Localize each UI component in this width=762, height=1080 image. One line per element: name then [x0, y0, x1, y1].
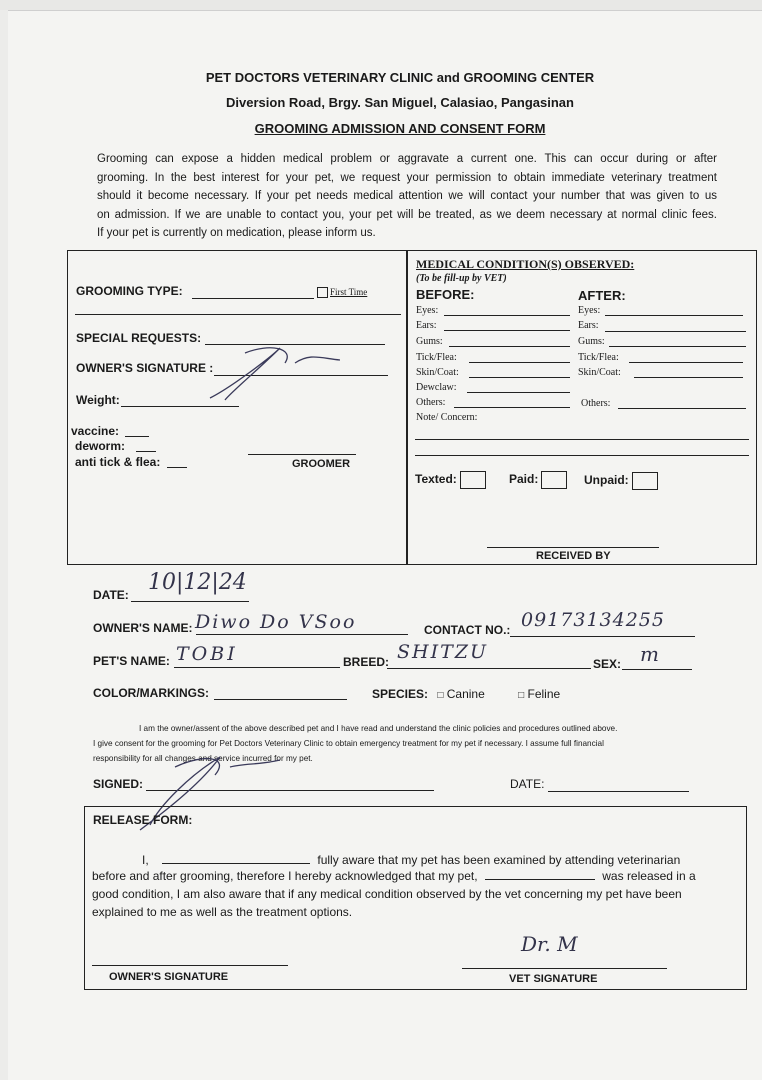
owner-name-field[interactable] — [196, 634, 408, 635]
first-time-option[interactable] — [317, 287, 367, 298]
paid-label: Paid: — [509, 472, 539, 487]
anti-tick-field[interactable] — [167, 467, 187, 468]
pet-name-label: PET'S NAME: — [93, 654, 170, 668]
note-line-1[interactable] — [415, 439, 749, 440]
grooming-type-extra-line[interactable] — [75, 314, 401, 315]
sex-field[interactable] — [622, 669, 692, 670]
before-skincoat-field[interactable] — [469, 377, 570, 378]
vet-signature-label: VET SIGNATURE — [509, 973, 598, 985]
form-title: GROOMING ADMISSION AND CONSENT FORM — [254, 121, 546, 136]
breed-label: BREED: — [343, 655, 390, 669]
page-left-edge — [0, 10, 8, 1080]
owner-name-handwritten: Diwo Do VSoo — [195, 611, 357, 633]
groomer-label: GROOMER — [292, 458, 351, 470]
owner-signature-scribble — [200, 338, 340, 408]
medical-subtitle: (To be fill-up by VET) — [416, 273, 507, 284]
intro-line: If your pet is currently on medication, please inform us. — [97, 227, 376, 239]
groomer-signature-line[interactable] — [248, 454, 356, 455]
page-top-edge — [0, 0, 762, 11]
color-markings-field[interactable] — [214, 699, 347, 700]
grooming-type-label: GROOMING TYPE: — [76, 284, 183, 298]
after-others-label: Others: — [581, 398, 611, 409]
received-by-label: RECEIVED BY — [536, 550, 611, 562]
before-ears-field[interactable] — [444, 330, 570, 331]
before-others-label: Others: — [416, 397, 446, 408]
pet-name-handwritten: TOBI — [176, 643, 238, 665]
date-label: DATE: — [93, 588, 129, 602]
intro-line: should it become necessary. If your pet needs medical attention we will contact your number that was given to us — [97, 190, 717, 202]
before-eyes-field[interactable] — [444, 315, 570, 316]
after-gums-field[interactable] — [609, 346, 746, 347]
paid-option[interactable] — [509, 471, 567, 489]
after-tickflea-field[interactable] — [629, 362, 743, 363]
paid-checkbox[interactable] — [541, 471, 567, 489]
texted-label: Texted: — [415, 472, 457, 487]
contact-field[interactable] — [510, 636, 695, 637]
after-ears-label: Ears: — [578, 320, 599, 331]
signed-label: SIGNED: — [93, 777, 144, 791]
consent-line: responsibility for all changes and service incurred for my pet. — [93, 754, 313, 763]
before-dewclaw-label: Dewclaw: — [416, 382, 457, 393]
intro-line: on admission. If we are unable to contact you, your pet will be treated, as we deem necessary at normal clinic fees. — [97, 208, 717, 221]
after-skincoat-field[interactable] — [634, 377, 743, 378]
intro-paragraph — [97, 150, 717, 243]
before-eyes-label: Eyes: — [416, 305, 439, 316]
medical-title: MEDICAL CONDITION(S) OBSERVED: — [416, 257, 635, 271]
contact-label: CONTACT NO.: — [424, 623, 511, 637]
sex-label: SEX: — [593, 657, 622, 671]
owner-name-label: OWNER'S NAME: — [93, 621, 193, 635]
anti-tick-label: anti tick & flea: — [75, 455, 161, 469]
clinic-name: PET DOCTORS VETERINARY CLINIC and GROOMING CENTER — [205, 70, 595, 85]
first-time-checkbox[interactable] — [317, 287, 328, 298]
date-field[interactable] — [131, 601, 249, 602]
canine-option[interactable] — [437, 687, 484, 701]
clinic-address: Diversion Road, Brgy. San Miguel, Calasiao, Pangasinan — [226, 95, 574, 110]
vaccine-field[interactable] — [125, 436, 149, 437]
feline-option[interactable] — [518, 687, 560, 701]
release-owner-signature-line[interactable] — [92, 965, 288, 966]
pet-name-field[interactable] — [174, 667, 340, 668]
contact-handwritten: 09173134255 — [521, 609, 665, 631]
color-markings-label: COLOR/MARKINGS: — [93, 686, 209, 700]
owner-signature-label: OWNER'S SIGNATURE : — [76, 361, 214, 375]
sex-handwritten: m — [640, 642, 659, 666]
before-dewclaw-field[interactable] — [467, 392, 570, 393]
consent-date-label: DATE: — [510, 777, 545, 791]
canine-radio[interactable]: □ — [437, 690, 444, 701]
before-skincoat-label: Skin/Coat: — [416, 367, 459, 378]
before-label: BEFORE: — [416, 287, 475, 302]
before-tickflea-field[interactable] — [469, 362, 570, 363]
intro-line: Grooming can expose a hidden medical problem or aggravate a current one. This can occur during or after — [97, 153, 717, 165]
received-by-line[interactable] — [487, 547, 659, 548]
species-group — [372, 687, 560, 701]
release-line-3: good condition, I am also aware that if any medical condition observed by the vet concerning my pet have been — [92, 887, 682, 901]
grooming-type-field[interactable] — [192, 298, 314, 299]
consent-date-field[interactable] — [548, 791, 689, 792]
vaccine-label: vaccine: — [71, 424, 120, 438]
weight-field[interactable] — [121, 406, 239, 407]
weight-label: Weight: — [76, 393, 120, 407]
box-divider — [406, 250, 408, 565]
special-requests-label: SPECIAL REQUESTS: — [76, 331, 202, 345]
deworm-label: deworm: — [75, 439, 126, 453]
release-line2-text: before and after grooming, therefore I hereby acknowledged that my pet, — [92, 869, 478, 883]
release-owner-signature-label: OWNER'S SIGNATURE — [109, 971, 229, 983]
release-line-4: explained to me as well as the treatment options. — [92, 905, 353, 919]
consent-line: I give consent for the grooming for Pet Doctors Veterinary Clinic to obtain emergency treatment for my pet if necessary. I assume full financial — [93, 739, 604, 748]
before-gums-field[interactable] — [449, 346, 570, 347]
texted-option[interactable] — [415, 471, 486, 489]
release-line2-end: was released in a — [602, 869, 696, 883]
release-line-2 — [92, 867, 742, 885]
feline-label: Feline — [527, 687, 561, 701]
before-ears-label: Ears: — [416, 320, 437, 331]
after-others-field[interactable] — [618, 408, 746, 409]
feline-radio[interactable]: □ — [518, 690, 525, 701]
release-title: RELEASE FORM: — [93, 813, 193, 827]
before-others-field[interactable] — [454, 407, 570, 408]
unpaid-checkbox[interactable] — [632, 472, 658, 490]
unpaid-label: Unpaid: — [584, 473, 629, 488]
unpaid-option[interactable] — [584, 472, 658, 490]
vet-signature-line[interactable] — [462, 968, 667, 969]
after-ears-field[interactable] — [605, 331, 746, 332]
consent-line: I am the owner/assent of the above described pet and I have read and understand the clinic policies and procedures outlined above. — [139, 724, 618, 733]
canine-label: Canine — [446, 687, 485, 701]
after-eyes-label: Eyes: — [578, 305, 601, 316]
vet-signature-handwritten: Dr. M — [521, 932, 578, 956]
breed-handwritten: SHITZU — [397, 641, 488, 663]
date-handwritten: 10|12|24 — [148, 570, 247, 595]
release-line1-text: fully aware that my pet has been examined by attending veterinarian — [317, 853, 681, 867]
breed-field[interactable] — [387, 668, 591, 669]
before-tickflea-label: Tick/Flea: — [416, 352, 457, 363]
after-tickflea-label: Tick/Flea: — [578, 352, 619, 363]
after-eyes-field[interactable] — [605, 315, 743, 316]
after-skincoat-label: Skin/Coat: — [578, 367, 621, 378]
note-concern-label: Note/ Concern: — [416, 412, 478, 423]
release-name-field[interactable] — [162, 851, 310, 864]
after-gums-label: Gums: — [578, 336, 605, 347]
first-time-label: First Time — [330, 287, 368, 297]
species-label: SPECIES: — [372, 687, 429, 701]
note-line-2[interactable] — [415, 455, 749, 456]
before-gums-label: Gums: — [416, 336, 443, 347]
intro-line: grooming. In the best interest for your pet, we request your permission to obtain immediate veterinary treatment — [97, 171, 717, 184]
after-label: AFTER: — [578, 288, 626, 303]
release-pet-field[interactable] — [485, 867, 595, 880]
release-i-label: I, — [142, 853, 149, 867]
deworm-field[interactable] — [136, 451, 156, 452]
texted-checkbox[interactable] — [460, 471, 486, 489]
